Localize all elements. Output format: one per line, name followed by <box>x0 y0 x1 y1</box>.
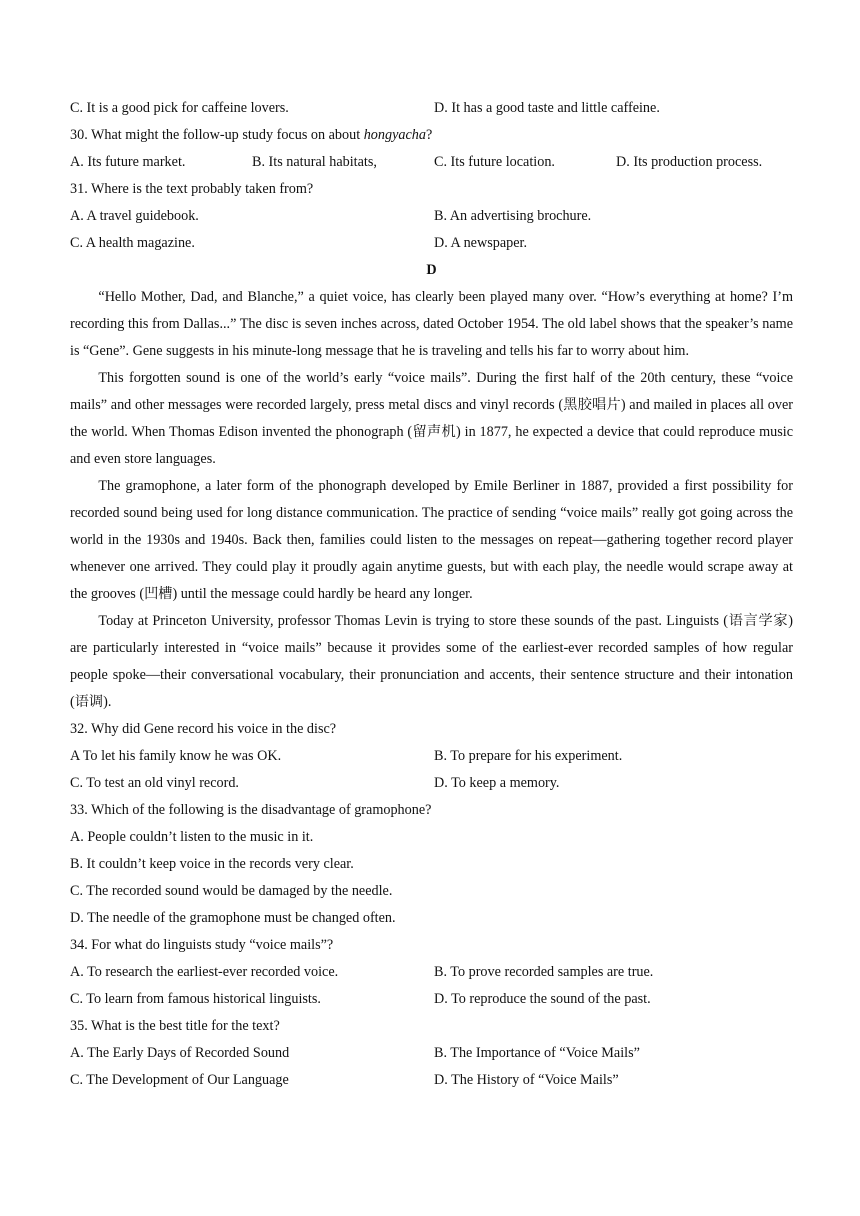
q34-option-a: A. To research the earliest-ever recorded voice. <box>70 964 339 980</box>
q32-options-ab <box>70 743 793 770</box>
q34-option-c: C. To learn from famous historical linguists. <box>70 991 321 1007</box>
q30-option-d: D. Its production process. <box>616 154 763 170</box>
q35-option-a: A. The Early Days of Recorded Sound <box>70 1045 290 1061</box>
q32-options-cd <box>70 770 793 797</box>
exam-page <box>70 95 793 1094</box>
q31-option-c: C. A health magazine. <box>70 235 195 251</box>
q32-stem: 32. Why did Gene record his voice in the disc? <box>70 721 337 737</box>
q34-options-cd <box>70 986 793 1013</box>
q34-options-ab <box>70 959 793 986</box>
q30-stem-italic: hongyacha <box>363 127 426 143</box>
q31-options-ab <box>70 203 793 230</box>
q35-stem: 35. What is the best title for the text? <box>70 1018 280 1034</box>
q34-option-d: D. To reproduce the sound of the past. <box>434 991 651 1007</box>
q32-option-b: B. To prepare for his experiment. <box>434 748 623 764</box>
q33-option-a: A. People couldn’t listen to the music in it. <box>70 829 314 845</box>
passage-paragraph-3: The gramophone, a later form of the phonograph developed by Emile Berliner in 1887, provided a first possibility for recorded sound being used for long distance communication. The practice of sending “voice mails” really got going across the world in the 1930s and 1940s. Back then, families could listen to the messages on repeat—gathering together record player whenever one arrived. They could play it proudly again anytime guests, but with each play, the needle would scrape away at the grooves (凹槽) until the message could hardly be heard any longer. <box>70 478 793 602</box>
q35-options-ab <box>70 1040 793 1067</box>
q35-option-c: C. The Development of Our Language <box>70 1072 289 1088</box>
q33-option-b: B. It couldn’t keep voice in the records very clear. <box>70 856 354 872</box>
q30-options <box>70 149 793 176</box>
q35-options-cd <box>70 1067 793 1094</box>
q31-option-a: A. A travel guidebook. <box>70 208 199 224</box>
q31-stem: 31. Where is the text probably taken from? <box>70 181 314 197</box>
q35-option-b: B. The Importance of “Voice Mails” <box>434 1045 640 1061</box>
passage-paragraph-1: “Hello Mother, Dad, and Blanche,” a quiet voice, has clearly been played many over. “How’s everything at home? I’m recording this from Dallas...” The disc is seven inches across, dated October 1954. The old label shows that the speaker’s name is “Gene”. Gene suggests in his minute-long message that he is traveling and tells his far to worry about him. <box>70 289 793 359</box>
q32-option-d: D. To keep a memory. <box>434 775 560 791</box>
q34-stem: 34. For what do linguists study “voice mails”? <box>70 937 334 953</box>
q31-options-cd <box>70 230 793 257</box>
q30-stem-end: ? <box>425 127 433 143</box>
q35-option-d: D. The History of “Voice Mails” <box>434 1072 619 1088</box>
q33-stem: 33. Which of the following is the disadvantage of gramophone? <box>70 802 432 818</box>
q29-option-d: D. It has a good taste and little caffeine. <box>434 100 660 116</box>
section-heading: D <box>426 262 437 278</box>
q32-option-a: A To let his family know he was OK. <box>70 748 282 764</box>
q31-option-d: D. A newspaper. <box>434 235 527 251</box>
q33-option-d: D. The needle of the gramophone must be changed often. <box>70 910 396 926</box>
q31-option-b: B. An advertising brochure. <box>434 208 592 224</box>
q29-options-cd <box>70 95 793 122</box>
q34-option-b: B. To prove recorded samples are true. <box>434 964 654 980</box>
q30-stem <box>70 122 793 149</box>
q30-stem-text: 30. What might the follow-up study focus on about <box>70 127 364 143</box>
q32-option-c: C. To test an old vinyl record. <box>70 775 239 791</box>
passage-paragraph-2: This forgotten sound is one of the world’s early “voice mails”. During the first half of the 20th century, these “voice mails” and other messages were recorded largely, press metal discs and vinyl records (黑胶唱片) and mailed in places all over the world. When Thomas Edison invented the phonograph (留声机) in 1877, he expected a device that could reproduce music and even store languages. <box>70 370 793 467</box>
q29-option-c: C. It is a good pick for caffeine lovers. <box>70 100 289 116</box>
q30-option-b: B. Its natural habitats, <box>252 154 377 170</box>
q30-option-a: A. Its future market. <box>70 154 186 170</box>
q33-option-c: C. The recorded sound would be damaged by the needle. <box>70 883 393 899</box>
passage-paragraph-4: Today at Princeton University, professor Thomas Levin is trying to store these sounds of the past. Linguists (语言学家) are particularly interested in “voice mails” because it provides some of the earliest-ever recorded samples of how regular people spoke—their conversational vocabulary, their pronunciation and accents, their sentence structure and their intonation (语调). <box>70 613 793 710</box>
q30-option-c: C. Its future location. <box>434 154 555 170</box>
